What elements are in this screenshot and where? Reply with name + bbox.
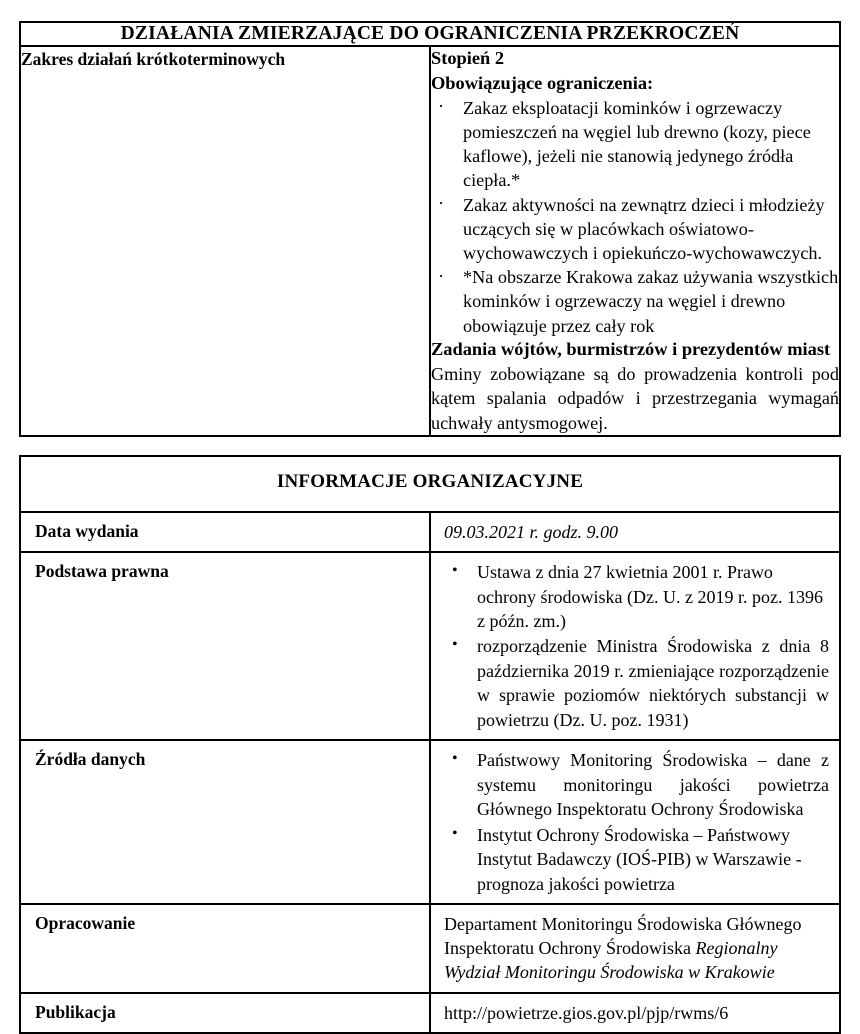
- list-item: · Zakaz eksploatacji kominków i ogrzewaczy pomieszczeń na węgiel lub drewno (kozy, piece kaflowe), jeżeli nie stanowią jedynego źródła ciepła.*: [431, 96, 839, 193]
- table-row: [20, 740, 840, 904]
- list-item: · *Na obszarze Krakowa zakaz używania wszystkich kominków i ogrzewaczy na węgiel i drewno obowiązuje przez cały rok: [431, 265, 839, 338]
- issue-date-value: 09.03.2021 r. godz. 9.00: [444, 521, 619, 542]
- row-content-prepared-by: [430, 904, 840, 992]
- short-term-actions-table: [19, 21, 841, 437]
- row-label-issue-date: Data wydania: [20, 512, 430, 552]
- actions-table-title: DZIAŁANIA ZMIERZAJĄCE DO OGRANICZENIA PRZEKROCZEŃ: [20, 22, 840, 46]
- prepared-by-regular: Departament Monitoringu Środowiska Głównego Inspektoratu Ochrony Środowiska: [444, 914, 802, 959]
- row-content-legal-basis: [430, 552, 840, 740]
- restrictions-list: [431, 96, 839, 338]
- list-item: • Państwowy Monitoring Środowiska – dane z systemu monitoringu jakości powietrza Głównego Inspektoratu Ochrony Środowiska: [444, 748, 829, 821]
- row-label-scope-of-actions: Zakres działań krótkoterminowych: [20, 46, 430, 436]
- table-row: [20, 512, 840, 552]
- table-row-banner: [20, 22, 840, 46]
- data-sources-list: [444, 748, 829, 896]
- table-row: [20, 993, 840, 1033]
- table-row-banner: [20, 456, 840, 512]
- row-label-legal-basis: Podstawa prawna: [20, 552, 430, 740]
- row-label-publication: Publikacja: [20, 993, 430, 1033]
- row-content-publication: [430, 993, 840, 1033]
- row-content-data-sources: [430, 740, 840, 904]
- organizational-info-table: [19, 455, 841, 1034]
- row-content-issue-date: [430, 512, 840, 552]
- publication-url: http://powietrze.gios.gov.pl/pjp/rwms/6: [444, 1002, 729, 1023]
- heading-municipal-tasks: Zadania wójtów, burmistrzów i prezydentów miast: [431, 338, 831, 359]
- list-item: • Ustawa z dnia 27 kwietnia 2001 r. Prawo ochrony środowiska (Dz. U. z 2019 r. poz. 1396 z późn. zm.): [444, 560, 829, 633]
- table-row: [20, 46, 840, 436]
- info-table-title: INFORMACJE ORGANIZACYJNE: [20, 456, 840, 512]
- table-row: [20, 904, 840, 992]
- legal-basis-list: [444, 560, 829, 732]
- municipal-tasks-text: Gminy zobowiązane są do prowadzenia kontroli pod kątem spalania odpadów i przestrzegania wymagań uchwały antysmogowej.: [431, 363, 839, 433]
- row-label-data-sources: Źródła danych: [20, 740, 430, 904]
- table-row: [20, 552, 840, 740]
- list-item: • rozporządzenie Ministra Środowiska z dnia 8 października 2019 r. zmieniające rozporządzenie w sprawie poziomów niektórych substancji w powietrzu (Dz. U. poz. 1931): [444, 634, 829, 732]
- prepared-by-italic: Regionalny Wydział Monitoringu Środowiska w Krakowie: [444, 938, 778, 983]
- table-spacer: [19, 437, 841, 455]
- prepared-by-value: [444, 912, 829, 984]
- row-label-prepared-by: Opracowanie: [20, 904, 430, 992]
- heading-level: Stopień 2: [431, 48, 505, 68]
- list-item: • Instytut Ochrony Środowiska – Państwowy Instytut Badawczy (IOŚ-PIB) w Warszawie - prognoza jakości powietrza: [444, 823, 829, 896]
- row-content-scope-of-actions: [430, 46, 840, 436]
- list-item: · Zakaz aktywności na zewnątrz dzieci i młodzieży uczących się w placówkach oświatowo-wychowawczych i opiekuńczo-wychowawczych.: [431, 193, 839, 266]
- heading-restrictions: Obowiązujące ograniczenia:: [431, 72, 654, 93]
